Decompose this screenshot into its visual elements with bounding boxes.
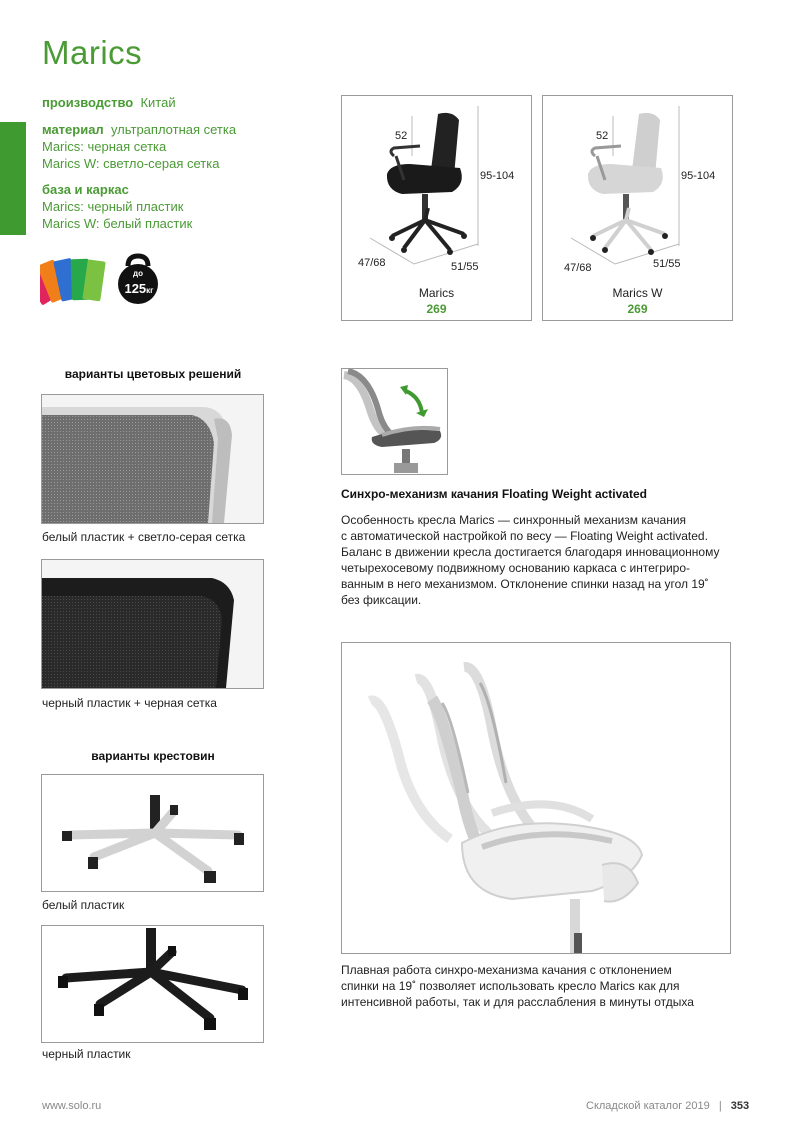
color-sample-black	[41, 559, 264, 689]
product-name: Marics	[418, 286, 455, 300]
page-number: 353	[730, 1100, 750, 1112]
product-card-marics-w	[542, 95, 733, 321]
footer-catalog	[586, 1100, 749, 1112]
caption-line: спинки на 19˚ позволяет использовать кресло Marics как для	[341, 979, 680, 993]
base-caption-black: черный пластик	[42, 1047, 131, 1061]
spec-production-value: Китай	[140, 95, 176, 110]
color-swatches-icon	[40, 256, 106, 308]
dim-arm-height: 52	[596, 130, 609, 142]
color-caption-white-grey: белый пластик + светло-серая сетка	[42, 530, 246, 544]
spec-base-line1: Marics: черный пластик	[42, 199, 184, 214]
tilt-motion-photo	[341, 642, 731, 954]
tilt-mechanism-icon	[342, 369, 447, 474]
dim-width: 51/55	[451, 261, 479, 273]
mesh-grey-photo	[42, 395, 263, 523]
weight-capacity-badge	[114, 252, 162, 304]
spec-material-label: материал	[42, 122, 104, 137]
weight-number: 125	[124, 281, 147, 296]
spec-material-line1: Marics: черная сетка	[42, 139, 167, 154]
spec-material-line2: Marics W: светло-серая сетка	[42, 156, 220, 171]
description-line: ванным в него механизмом. Отклонение спинки назад на угол 19˚	[341, 577, 709, 591]
photo-caption	[341, 962, 761, 1010]
base-caption-white: белый пластик	[42, 898, 125, 912]
dim-depth: 47/68	[564, 262, 592, 274]
footer-separator: |	[718, 1100, 722, 1112]
chair-black-drawing	[342, 96, 531, 276]
spec-production	[42, 94, 176, 111]
page-title: Marics	[42, 34, 143, 71]
base-variants-heading: варианты крестовин	[91, 749, 215, 763]
weight-top-text: до	[133, 269, 143, 278]
spec-base-line2: Marics W: белый пластик	[42, 216, 193, 231]
dim-width: 51/55	[653, 258, 681, 270]
footer-website-link[interactable]: www.solo.ru	[42, 1100, 102, 1112]
spec-material	[42, 121, 236, 172]
product-name: Marics W	[612, 286, 663, 300]
description-line: Особенность кресла Marics — синхронный механизм качания	[341, 513, 687, 527]
chair-tilt-sequence-image	[342, 643, 730, 953]
white-base-photo	[42, 775, 263, 891]
black-base-photo	[42, 926, 263, 1042]
dim-arm-height: 52	[395, 130, 408, 142]
mesh-black-photo	[42, 560, 263, 688]
description-line: без фиксации.	[341, 593, 422, 607]
description-line: четырехосевому подвижному основанию каркаса с интегриро-	[341, 561, 691, 575]
footer-catalog-name: Складской каталог 2019	[586, 1100, 710, 1112]
product-code: 269	[627, 302, 648, 316]
spec-production-label: производство	[42, 95, 134, 110]
weight-unit: кг	[146, 286, 154, 295]
description-line: с автоматической настройкой по весу — Floating Weight activated.	[341, 529, 708, 543]
dim-total-height: 95-104	[480, 170, 515, 182]
mechanism-diagram	[341, 368, 448, 475]
dim-depth: 47/68	[358, 257, 386, 269]
mechanism-heading: Синхро-механизм качания Floating Weight activated	[341, 487, 647, 501]
product-card-marics	[341, 95, 532, 321]
chair-white-drawing	[543, 96, 732, 276]
spec-material-value: ультраплотная сетка	[110, 122, 237, 137]
base-sample-black	[41, 925, 264, 1043]
product-code: 269	[426, 302, 447, 316]
dim-total-height: 95-104	[681, 170, 716, 182]
weight-value	[116, 280, 162, 298]
color-variants-heading: варианты цветовых решений	[64, 367, 242, 381]
spec-base	[42, 181, 192, 232]
color-caption-black: черный пластик + черная сетка	[42, 696, 217, 710]
mechanism-description	[341, 512, 761, 608]
section-marker-bar	[0, 122, 26, 235]
spec-base-label: база и каркас	[42, 182, 129, 197]
base-sample-white	[41, 774, 264, 892]
description-line: Баланс в движении кресла достигается благодаря инновационному	[341, 545, 720, 559]
caption-line: интенсивной работы, так и для расслабления в минуты отдыха	[341, 995, 694, 1009]
caption-line: Плавная работа синхро-механизма качания с отклонением	[341, 963, 672, 977]
color-sample-white-grey	[41, 394, 264, 524]
